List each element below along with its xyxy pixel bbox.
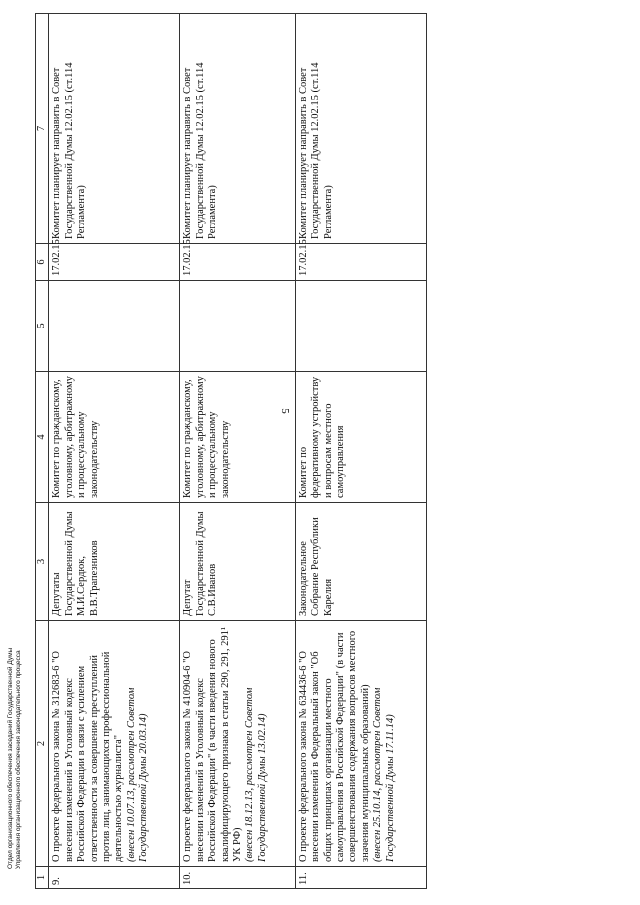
col5-cell bbox=[49, 281, 180, 372]
action-cell: Комитет планирует направить в Совет Государственной Думы 12.02.15 (ст.114 Регламента) bbox=[295, 14, 426, 244]
header-row bbox=[36, 14, 49, 889]
footer-line-2: Управления организационного обеспечения законодательного процесса bbox=[14, 650, 22, 869]
page-number: 5 bbox=[278, 408, 291, 414]
col-header-7: 7 bbox=[36, 14, 49, 244]
committee-cell: Комитет по гражданскому, уголовному, арбитражному и процессуальному законодательству bbox=[49, 372, 180, 503]
col-header-2: 2 bbox=[36, 621, 49, 867]
footer bbox=[7, 569, 23, 869]
col-header-1: 1 bbox=[36, 867, 49, 889]
bill-note: (внесен 10.07.13, рассмотрен Советом Государственной Думы 20.03.14) bbox=[125, 687, 149, 862]
bill-cell bbox=[180, 621, 295, 867]
col5-cell bbox=[295, 281, 426, 372]
date-cell: 17.02.15 bbox=[295, 244, 426, 281]
bills-table bbox=[35, 13, 427, 889]
col5-cell bbox=[180, 281, 295, 372]
action-cell: Комитет планирует направить в Совет Государственной Думы 12.02.15 (ст.114 Регламента) bbox=[49, 14, 180, 244]
col-header-6: 6 bbox=[36, 244, 49, 281]
initiator-cell: Депутат Государственной Думы С.В.Иванов bbox=[180, 503, 295, 621]
bill-note: (внесен 25.10.14, рассмотрен Советом Государственной Думы 17.11.14) bbox=[372, 687, 396, 862]
row-number: 10. bbox=[180, 867, 295, 889]
bill-note: (внесен 18.12.13, рассмотрен Советом Государственной Думы 13.02.14) bbox=[244, 687, 268, 862]
table-row bbox=[295, 14, 426, 889]
rotated-table-container bbox=[35, 14, 635, 889]
initiator-cell: Законодательное Собрание Республики Карелия bbox=[295, 503, 426, 621]
row-number: 11. bbox=[295, 867, 426, 889]
footer-line-1: Отдел организационного обеспечения заседаний Государственной Думы bbox=[7, 647, 14, 869]
date-cell: 17.02.15 bbox=[49, 244, 180, 281]
initiator-cell: Депутаты Государственной Думы М.И.Сердюк, В.В.Трапезников bbox=[49, 503, 180, 621]
committee-cell: Комитет по гражданскому, уголовному, арбитражному и процессуальному законодательству bbox=[180, 372, 295, 503]
bill-title: О проекте федерального закона № 410904-6 "О внесении изменений в Уголовный кодекс Российской Федерации" (в части введения нового квалифицирующего признака в статьи 290, 291, 291¹ УК РФ) bbox=[182, 626, 243, 862]
bill-title: О проекте федерального закона № 634436-6 "О внесении изменений в Федеральный закон "Об общих принципах организации местного самоуправления в Российской Федерации" (в части совершенствования содержания вопросов местного значения муниципальных образований) bbox=[297, 630, 371, 862]
row-number: 9. bbox=[49, 867, 180, 889]
bill-cell bbox=[295, 621, 426, 867]
action-cell: Комитет планирует направить в Совет Государственной Думы 12.02.15 (ст.114 Регламента) bbox=[180, 14, 295, 244]
bill-cell bbox=[49, 621, 180, 867]
col-header-4: 4 bbox=[36, 372, 49, 503]
table-row bbox=[49, 14, 180, 889]
table-row bbox=[180, 14, 295, 889]
date-cell: 17.02.15 bbox=[180, 244, 295, 281]
col-header-3: 3 bbox=[36, 503, 49, 621]
col-header-5: 5 bbox=[36, 281, 49, 372]
bill-title: О проекте федерального закона № 312683-6 "О внесении изменений в Уголовный кодекс Российской Федерации в связи с усилением ответственности за совершение преступлений против лиц, занимающихся профессиональной деятельностью журналиста" bbox=[51, 650, 125, 862]
committee-cell: Комитет по федеративному устройству и вопросам местного самоуправления bbox=[295, 372, 426, 503]
